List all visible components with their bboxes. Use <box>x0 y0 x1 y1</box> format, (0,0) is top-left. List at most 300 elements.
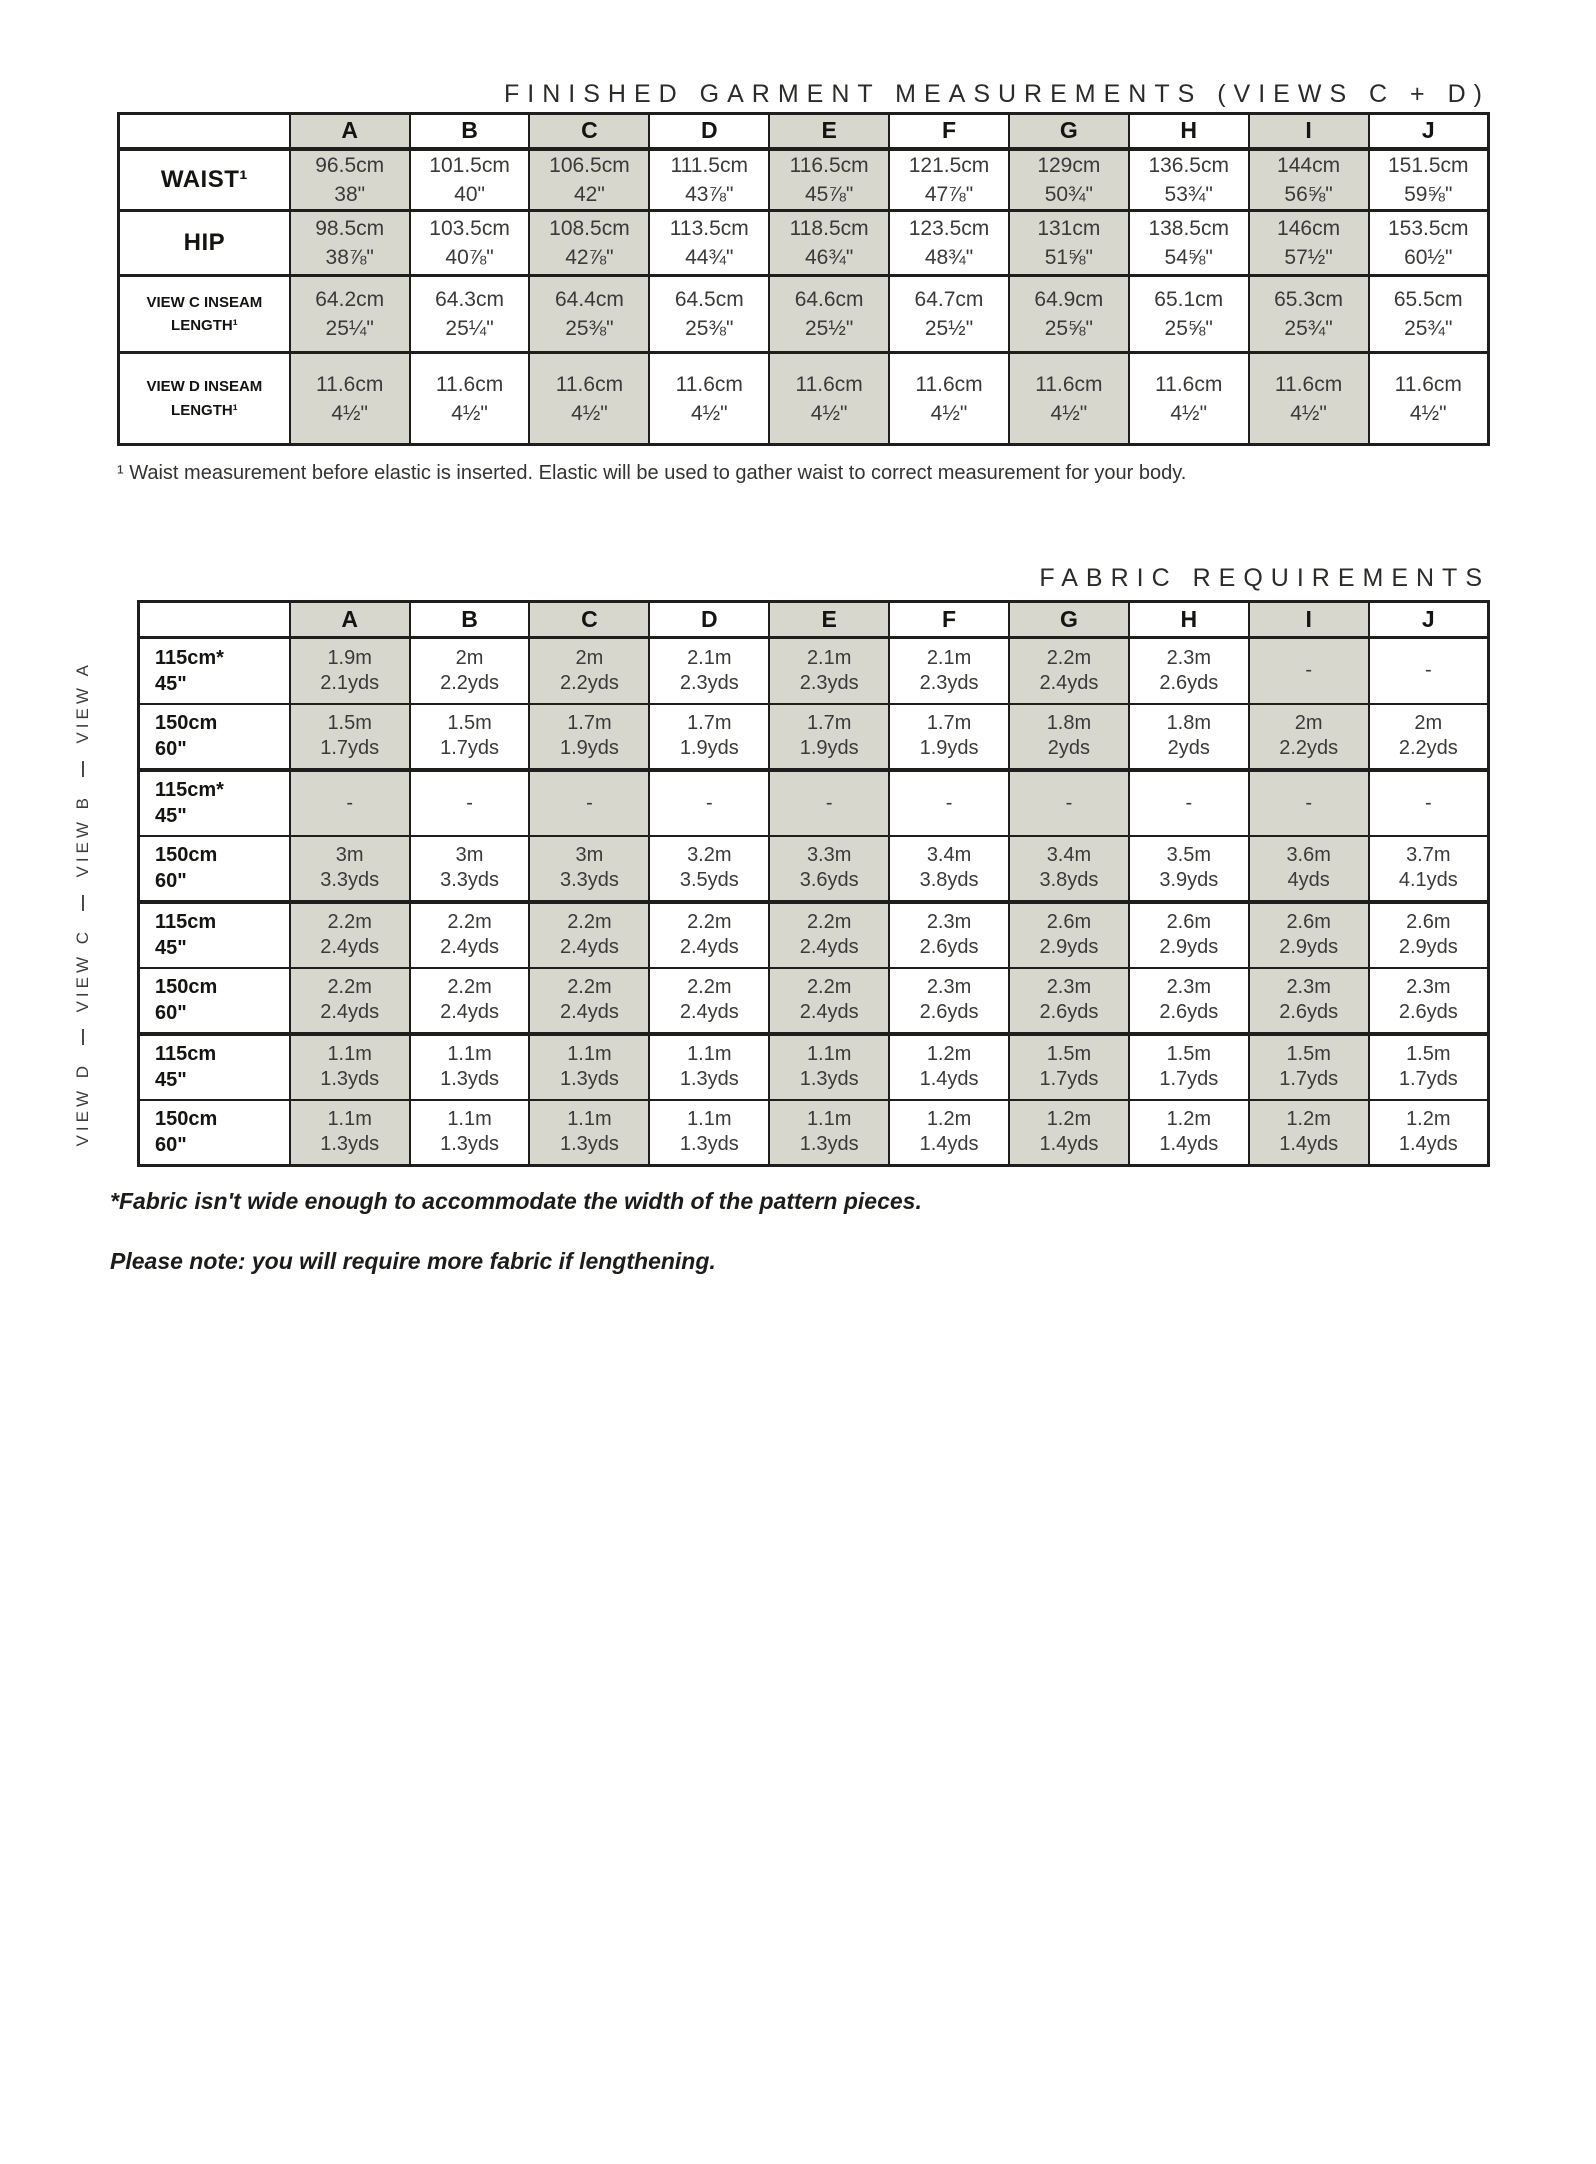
view-group <box>73 909 93 1031</box>
no-value-dash: - <box>825 791 833 814</box>
yards-value: 1.3yds <box>799 1068 859 1090</box>
fabric-width-cm: 115cm <box>155 1043 217 1065</box>
yards-value: 2.4yds <box>559 936 619 958</box>
meters-value: 2.3m <box>1166 976 1212 998</box>
inch-value: 4½" <box>690 401 728 425</box>
measurement-cell <box>410 211 530 276</box>
inch-value: 25½" <box>804 317 854 340</box>
fabric-cell <box>1249 704 1369 770</box>
meters-value: 2.2m <box>1046 646 1092 669</box>
meters-value: 3.7m <box>1406 844 1451 866</box>
fabric-cell <box>1369 638 1489 704</box>
fabric-width-inches: 60" <box>155 1134 187 1157</box>
fabric-cell <box>889 704 1009 770</box>
measurement-cell <box>1129 353 1249 445</box>
inch-value: 46¾" <box>804 246 854 269</box>
yards-value: 2.4yds <box>320 936 380 958</box>
fabric-cell <box>1009 1034 1129 1100</box>
fabric-cell <box>1009 704 1129 770</box>
yards-value: 2.2yds <box>440 671 500 694</box>
inch-value: 48¾" <box>924 246 974 269</box>
fabric-cell <box>769 638 889 704</box>
measurement-cell <box>889 149 1009 211</box>
yards-value: 2.3yds <box>919 671 979 694</box>
fabric-width-label <box>139 902 290 968</box>
yards-value: 2.6yds <box>919 1001 979 1023</box>
yards-value: 2.6yds <box>1159 1001 1219 1023</box>
yards-value: 2.4yds <box>799 1001 859 1023</box>
fabric-cell <box>769 902 889 968</box>
inch-value: 25¼" <box>445 317 494 340</box>
fabric-requirements-table <box>137 600 1490 1167</box>
yards-value: 1.3yds <box>679 1133 739 1156</box>
size-column-header: B <box>410 602 530 638</box>
measurement-cell <box>649 353 769 445</box>
view-group <box>73 775 93 897</box>
fabric-cell <box>769 770 889 836</box>
fabric-cell <box>290 968 410 1034</box>
yards-value: 2.4yds <box>799 936 859 958</box>
meters-value: 1.8m <box>1046 712 1092 734</box>
meters-value: 2.3m <box>1406 976 1451 998</box>
meters-value: 2m <box>1414 712 1443 734</box>
fabric-cell <box>889 836 1009 902</box>
meters-value: 2.6m <box>1046 911 1092 933</box>
measurement-cell <box>410 149 530 211</box>
meters-value: 1.1m <box>567 1043 612 1065</box>
measurement-cell <box>1369 211 1489 276</box>
fabric-cell <box>769 836 889 902</box>
measurement-row-label: WAIST¹ <box>119 149 290 211</box>
fabric-width-cm: 115cm* <box>155 646 224 669</box>
inch-value: 25⅝" <box>1044 317 1094 340</box>
fabric-width-label <box>139 638 290 704</box>
yards-value: 2.4yds <box>440 936 500 958</box>
meters-value: 2.2m <box>687 911 732 933</box>
inch-value: 4½" <box>1050 401 1088 425</box>
size-column-header: A <box>290 602 410 638</box>
inch-value: 25⅝" <box>1164 317 1213 340</box>
inch-value: 57½" <box>1284 246 1333 269</box>
inch-value: 4½" <box>1409 401 1447 425</box>
fabric-cell <box>290 638 410 704</box>
yards-value: 2.1yds <box>320 671 380 694</box>
meters-value: 2.3m <box>1286 976 1331 998</box>
inch-value: 45⅞" <box>804 182 854 206</box>
meters-value: 1.1m <box>806 1043 852 1065</box>
fabric-width-label <box>139 1100 290 1166</box>
cm-value: 11.6cm <box>1155 372 1223 396</box>
yards-value: 2.6yds <box>1039 1001 1099 1023</box>
yards-value: 1.7yds <box>1159 1068 1219 1090</box>
inch-value: 51⅝" <box>1044 246 1094 269</box>
fabric-cell <box>1369 836 1489 902</box>
fabric-cell <box>1009 770 1129 836</box>
meters-value: 1.5m <box>1286 1043 1331 1065</box>
meters-value: 1.2m <box>926 1043 972 1065</box>
finished-garment-table <box>117 112 1490 446</box>
size-column-header: C <box>529 602 649 638</box>
yards-value: 3.3yds <box>559 869 619 891</box>
meters-value: 2.1m <box>806 646 852 669</box>
fabric-cell <box>1249 836 1369 902</box>
inch-value: 47⅞" <box>924 182 974 206</box>
cm-value: 65.1cm <box>1154 288 1224 311</box>
meters-value: 1.1m <box>447 1043 492 1065</box>
meters-value: 3.4m <box>1046 844 1092 866</box>
fabric-cell <box>889 770 1009 836</box>
fabric-cell <box>290 704 410 770</box>
fabric-cell <box>649 770 769 836</box>
measurement-cell <box>1249 353 1369 445</box>
meters-value: 2.2m <box>806 976 852 998</box>
cm-value: 11.6cm <box>915 372 983 396</box>
measurement-cell <box>410 353 530 445</box>
fabric-cell <box>1249 968 1369 1034</box>
yards-value: 1.3yds <box>799 1133 859 1156</box>
size-column-header: G <box>1009 114 1129 149</box>
cm-value: 136.5cm <box>1148 153 1229 177</box>
inch-value: 60½" <box>1404 246 1453 269</box>
cm-value: 65.5cm <box>1393 288 1463 311</box>
meters-value: 3m <box>335 844 364 866</box>
cm-value: 11.6cm <box>795 372 863 396</box>
no-value-dash: - <box>466 791 473 814</box>
meters-value: 1.1m <box>327 1108 372 1131</box>
measurement-cell <box>1369 149 1489 211</box>
measurement-cell <box>290 211 410 276</box>
fabric-cell <box>410 902 530 968</box>
fabric-width-cm: 150cm <box>155 976 218 998</box>
cm-value: 146cm <box>1277 217 1341 240</box>
measurement-cell <box>529 276 649 353</box>
size-column-header: A <box>290 114 410 149</box>
yards-value: 1.9yds <box>799 737 859 759</box>
yards-value: 2.9yds <box>1039 936 1099 958</box>
inch-value: 4½" <box>930 401 968 425</box>
meters-value: 2.3m <box>1046 976 1092 998</box>
cm-value: 103.5cm <box>429 217 510 240</box>
size-column-header: D <box>649 602 769 638</box>
fabric-cell <box>1129 968 1249 1034</box>
yards-value: 1.3yds <box>559 1068 619 1090</box>
meters-value: 1.7m <box>567 712 612 734</box>
fabric-cell <box>410 968 530 1034</box>
meters-value: 2.2m <box>447 911 492 933</box>
yards-value: 2.4yds <box>679 1001 739 1023</box>
yards-value: 2.2yds <box>1279 737 1339 759</box>
cm-value: 153.5cm <box>1387 217 1469 240</box>
cm-value: 131cm <box>1037 217 1101 240</box>
fabric-width-cm: 150cm <box>155 844 218 866</box>
fabric-cell <box>769 1034 889 1100</box>
size-column-header: D <box>649 114 769 149</box>
fabric-cell <box>1249 1100 1369 1166</box>
yards-value: 2.9yds <box>1159 936 1219 958</box>
measurement-cell <box>649 276 769 353</box>
no-value-dash: - <box>1305 791 1312 814</box>
cm-value: 111.5cm <box>670 153 748 177</box>
inch-value: 25¾" <box>1404 317 1453 340</box>
cm-value: 64.6cm <box>794 288 864 311</box>
no-value-dash: - <box>1185 791 1193 814</box>
yards-value: 1.9yds <box>559 737 619 759</box>
view-group <box>73 1043 93 1165</box>
inch-value: 38" <box>334 182 366 206</box>
no-value-dash: - <box>945 791 953 814</box>
fabric-cell <box>889 968 1009 1034</box>
meters-value: 1.2m <box>926 1108 972 1131</box>
fabric-width-inches: 45" <box>155 1069 187 1091</box>
fabric-cell <box>410 638 530 704</box>
fabric-width-inches: 60" <box>155 1002 187 1024</box>
meters-value: 2.2m <box>687 976 732 998</box>
fabric-width-inches: 60" <box>155 870 187 892</box>
fabric-cell <box>1129 836 1249 902</box>
measurement-cell <box>1009 353 1129 445</box>
meters-value: 1.9m <box>327 646 372 669</box>
meters-value: 2.2m <box>567 911 612 933</box>
yards-value: 1.4yds <box>1159 1133 1219 1156</box>
measurement-cell <box>1249 149 1369 211</box>
yards-value: 3.8yds <box>1039 869 1099 891</box>
fabric-width-cm: 115cm <box>155 911 217 933</box>
measurement-row-label: VIEW D INSEAM LENGTH¹ <box>119 353 290 445</box>
cm-value: 64.7cm <box>914 288 984 311</box>
fabric-cell <box>1009 968 1129 1034</box>
measurement-cell <box>1129 211 1249 276</box>
yards-value: 1.4yds <box>1279 1133 1339 1156</box>
fabric-cell <box>889 902 1009 968</box>
fabric-cell <box>410 770 530 836</box>
fabric-cell <box>1129 1034 1249 1100</box>
size-column-header: F <box>889 602 1009 638</box>
fabric-cell <box>290 902 410 968</box>
fabric-width-inches: 45" <box>155 937 187 959</box>
yards-value: 3.3yds <box>320 869 380 891</box>
size-column-header: H <box>1129 114 1249 149</box>
yards-value: 1.7yds <box>320 737 380 759</box>
size-column-header: J <box>1369 602 1489 638</box>
yards-value: 1.9yds <box>679 737 739 759</box>
inch-value: 43⅞" <box>685 182 734 206</box>
fabric-cell <box>649 638 769 704</box>
fabric-cell <box>889 1100 1009 1166</box>
inch-value: 40⅞" <box>445 246 494 269</box>
cm-value: 11.6cm <box>675 372 743 396</box>
view-group-label: VIEW A <box>73 660 92 744</box>
fabric-cell <box>1009 902 1129 968</box>
fabric-cell <box>290 770 410 836</box>
meters-value: 1.7m <box>806 712 852 734</box>
cm-value: 123.5cm <box>908 217 990 240</box>
fabric-cell <box>889 1034 1009 1100</box>
fabric-cell <box>529 902 649 968</box>
inch-value: 25½" <box>924 317 974 340</box>
meters-value: 1.1m <box>327 1043 372 1065</box>
cm-value: 64.3cm <box>435 288 504 311</box>
measurement-cell <box>529 353 649 445</box>
fabric-cell <box>1129 1100 1249 1166</box>
fabric-cell <box>529 704 649 770</box>
yards-value: 3.6yds <box>799 869 859 891</box>
fabric-cell <box>290 1034 410 1100</box>
yards-value: 4.1yds <box>1398 869 1458 891</box>
fabric-cell <box>649 704 769 770</box>
measurement-cell <box>769 149 889 211</box>
measurement-cell <box>290 276 410 353</box>
lengthening-note: Please note: you will require more fabric if lengthening. <box>110 1248 716 1274</box>
fabric-cell <box>1009 836 1129 902</box>
fabric-width-inches: 45" <box>155 672 187 695</box>
inch-value: 25¾" <box>1284 317 1333 340</box>
fabric-cell <box>1369 902 1489 968</box>
fabric-cell <box>649 902 769 968</box>
fabric-cell <box>1369 1034 1489 1100</box>
no-value-dash: - <box>586 791 593 814</box>
no-value-dash: - <box>705 791 713 814</box>
meters-value: 2.2m <box>806 911 852 933</box>
view-group-label: VIEW C <box>73 927 92 1013</box>
fabric-requirements-title: FABRIC REQUIREMENTS <box>1039 564 1490 592</box>
meters-value: 1.8m <box>1166 712 1212 734</box>
yards-value: 1.3yds <box>559 1133 619 1156</box>
meters-value: 3.4m <box>926 844 972 866</box>
inch-value: 25⅜" <box>565 317 614 340</box>
yards-value: 2.9yds <box>1398 936 1458 958</box>
yards-value: 1.7yds <box>440 737 500 759</box>
meters-value: 2m <box>1294 712 1323 734</box>
yards-value: 2.4yds <box>679 936 739 958</box>
fabric-cell <box>649 968 769 1034</box>
inch-value: 50¾" <box>1044 182 1094 206</box>
measurement-cell <box>290 149 410 211</box>
yards-value: 1.3yds <box>679 1068 739 1090</box>
no-value-dash: - <box>346 791 353 814</box>
meters-value: 1.1m <box>687 1043 732 1065</box>
fabric-cell <box>529 1034 649 1100</box>
inch-value: 42" <box>574 182 605 206</box>
size-column-header: C <box>529 114 649 149</box>
meters-value: 1.7m <box>926 712 972 734</box>
fabric-width-label <box>139 1034 290 1100</box>
fabric-cell <box>410 1100 530 1166</box>
fabric-cell <box>649 1100 769 1166</box>
fabric-cell <box>1129 902 1249 968</box>
cm-value: 96.5cm <box>315 153 385 177</box>
meters-value: 1.2m <box>1166 1108 1212 1131</box>
measurement-cell <box>769 353 889 445</box>
cm-value: 11.6cm <box>1274 372 1343 396</box>
cm-value: 64.9cm <box>1034 288 1104 311</box>
fabric-width-label <box>139 836 290 902</box>
inch-value: 42⅞" <box>565 246 614 269</box>
table-corner-cell <box>119 114 290 149</box>
no-value-dash: - <box>1065 791 1073 814</box>
yards-value: 4yds <box>1287 869 1330 891</box>
meters-value: 3m <box>575 844 604 866</box>
no-value-dash: - <box>1424 791 1432 814</box>
size-column-header: J <box>1369 114 1489 149</box>
cm-value: 11.6cm <box>435 372 504 396</box>
meters-value: 1.1m <box>806 1108 852 1131</box>
view-group-label: VIEW B <box>73 794 92 878</box>
fabric-cell <box>1009 638 1129 704</box>
meters-value: 1.5m <box>1406 1043 1451 1065</box>
measurement-cell <box>1129 276 1249 353</box>
fabric-cell <box>290 1100 410 1166</box>
meters-value: 2.3m <box>926 911 972 933</box>
yards-value: 1.3yds <box>440 1133 500 1156</box>
cm-value: 116.5cm <box>789 153 869 177</box>
inch-value: 53¾" <box>1164 182 1213 206</box>
yards-value: 2.2yds <box>1398 737 1458 759</box>
cm-value: 11.6cm <box>1394 372 1462 396</box>
meters-value: 1.5m <box>447 712 492 734</box>
cm-value: 98.5cm <box>315 217 385 240</box>
table-corner-cell <box>139 602 290 638</box>
meters-value: 1.1m <box>567 1108 612 1131</box>
fabric-cell <box>529 770 649 836</box>
cm-value: 151.5cm <box>1387 153 1469 177</box>
meters-value: 2.6m <box>1166 911 1212 933</box>
fabric-width-inches: 45" <box>155 805 187 827</box>
measurement-cell <box>529 211 649 276</box>
meters-value: 3.5m <box>1166 844 1212 866</box>
measurement-cell <box>1369 276 1489 353</box>
yards-value: 3.5yds <box>679 869 739 891</box>
fabric-cell <box>1249 1034 1369 1100</box>
fabric-width-cm: 150cm <box>155 1108 218 1131</box>
measurement-cell <box>649 149 769 211</box>
fabric-cell <box>529 836 649 902</box>
measurement-cell <box>410 276 530 353</box>
size-column-header: G <box>1009 602 1129 638</box>
cm-value: 64.5cm <box>674 288 744 311</box>
measurement-cell <box>889 353 1009 445</box>
fabric-width-note: *Fabric isn't wide enough to accommodate the width of the pattern pieces. <box>110 1188 922 1214</box>
measurement-cell <box>1249 211 1369 276</box>
cm-value: 129cm <box>1037 153 1101 177</box>
yards-value: 2yds <box>1047 737 1091 759</box>
cm-value: 65.3cm <box>1274 288 1343 311</box>
cm-value: 11.6cm <box>316 372 384 396</box>
waist-footnote: ¹ Waist measurement before elastic is inserted. Elastic will be used to gather waist to correct measurement for your body. <box>117 462 1187 484</box>
measurement-cell <box>1369 353 1489 445</box>
cm-value: 108.5cm <box>549 217 630 240</box>
meters-value: 1.5m <box>1046 1043 1092 1065</box>
measurement-cell <box>769 276 889 353</box>
fabric-cell <box>769 968 889 1034</box>
yards-value: 2.4yds <box>440 1001 500 1023</box>
fabric-width-label <box>139 704 290 770</box>
fabric-cell <box>529 1100 649 1166</box>
view-group <box>73 641 93 763</box>
inch-value: 4½" <box>810 401 848 425</box>
inch-value: 4½" <box>571 401 608 425</box>
cm-value: 11.6cm <box>1035 372 1103 396</box>
measurement-cell <box>1009 276 1129 353</box>
inch-value: 44¾" <box>685 246 734 269</box>
meters-value: 2.3m <box>926 976 972 998</box>
inch-value: 38⅞" <box>325 246 374 269</box>
yards-value: 2.6yds <box>1398 1001 1458 1023</box>
size-column-header: F <box>889 114 1009 149</box>
fabric-cell <box>649 1034 769 1100</box>
inch-value: 4½" <box>331 401 369 425</box>
size-column-header: I <box>1249 114 1369 149</box>
meters-value: 1.2m <box>1046 1108 1092 1131</box>
